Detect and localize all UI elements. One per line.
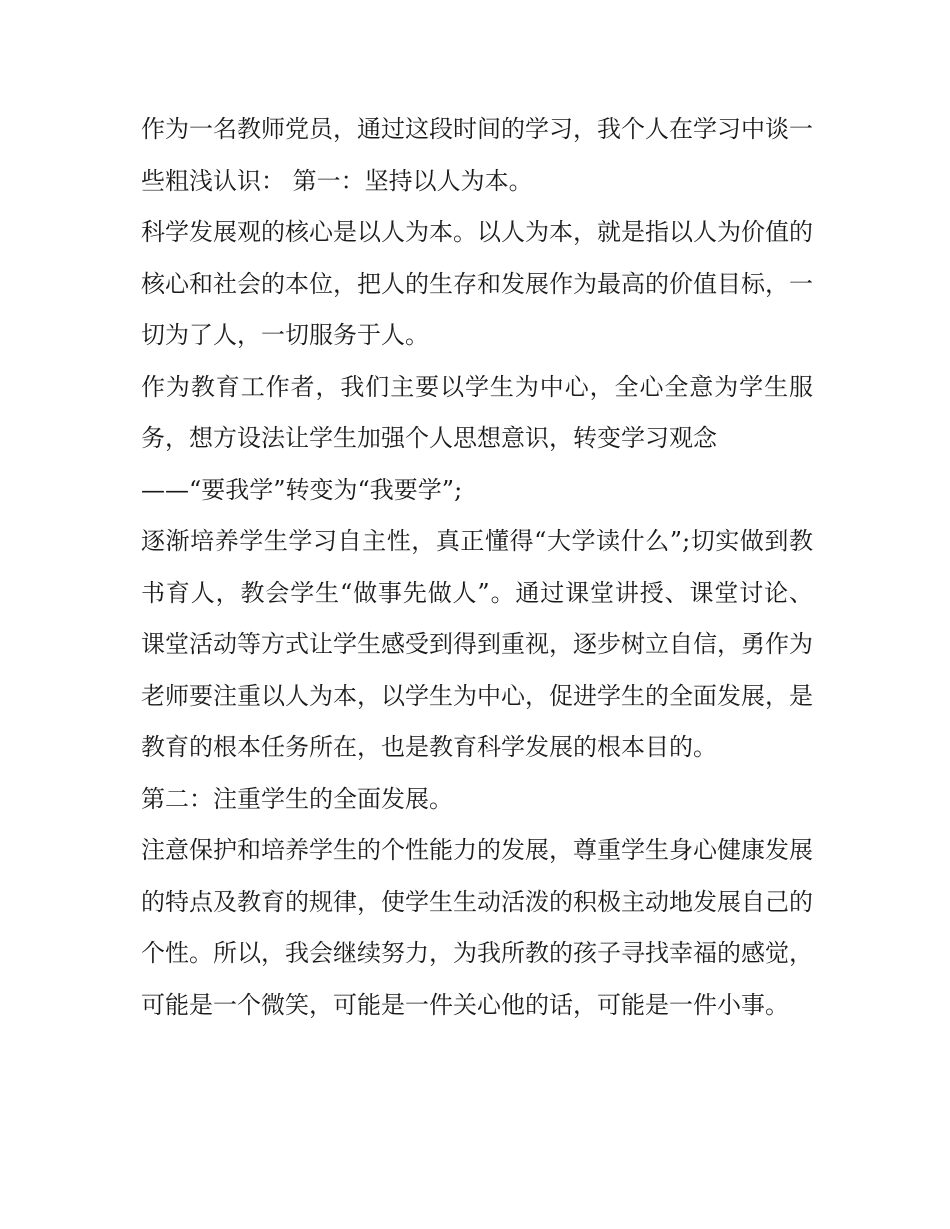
paragraph-educator-role: 作为教育工作者，我们主要以学生为中心，全心全意为学生服务，想方设法让学生加强个人思想意识，转变学习观念 — [141, 372, 813, 452]
document-body — [141, 104, 813, 1031]
paragraph-people-oriented: 科学发展观的核心是以人为本。以人为本，就是指以人为价值的核心和社会的本位，把人的生存和发展作为最高的价值目标，一切为了人，一切服务于人。 — [141, 218, 813, 349]
paragraph-section-two-heading: 第二：注重学生的全面发展。 — [141, 784, 453, 813]
paragraph-intro: 作为一名教师党员，通过这段时间的学习，我个人在学习中谈一些粗浅认识： 第一：坚持以人为本。 — [141, 115, 813, 195]
paragraph-learning-shift: ——“要我学”转变为“我要学”; — [141, 475, 463, 504]
paragraph-individuality: 注意保护和培养学生的个性能力的发展，尊重学生身心健康发展的特点及教育的规律，使学生生动活泼的积极主动地发展自己的个性。所以，我会继续努力，为我所教的孩子寻找幸福的感觉，可能是一个微笑，可能是一件关心他的话，可能是一件小事。 — [141, 836, 813, 1019]
paragraph-autonomy: 逐渐培养学生学习自主性，真正懂得“大学读什么”;切实做到教书育人，教会学生“做事先做人”。通过课堂讲授、课堂讨论、课堂活动等方式让学生感受到得到重视，逐步树立自信，勇作为老师要注重以人为本，以学生为中心，促进学生的全面发展，是教育的根本任务所在，也是教育科学发展的根本目的。 — [141, 527, 813, 761]
